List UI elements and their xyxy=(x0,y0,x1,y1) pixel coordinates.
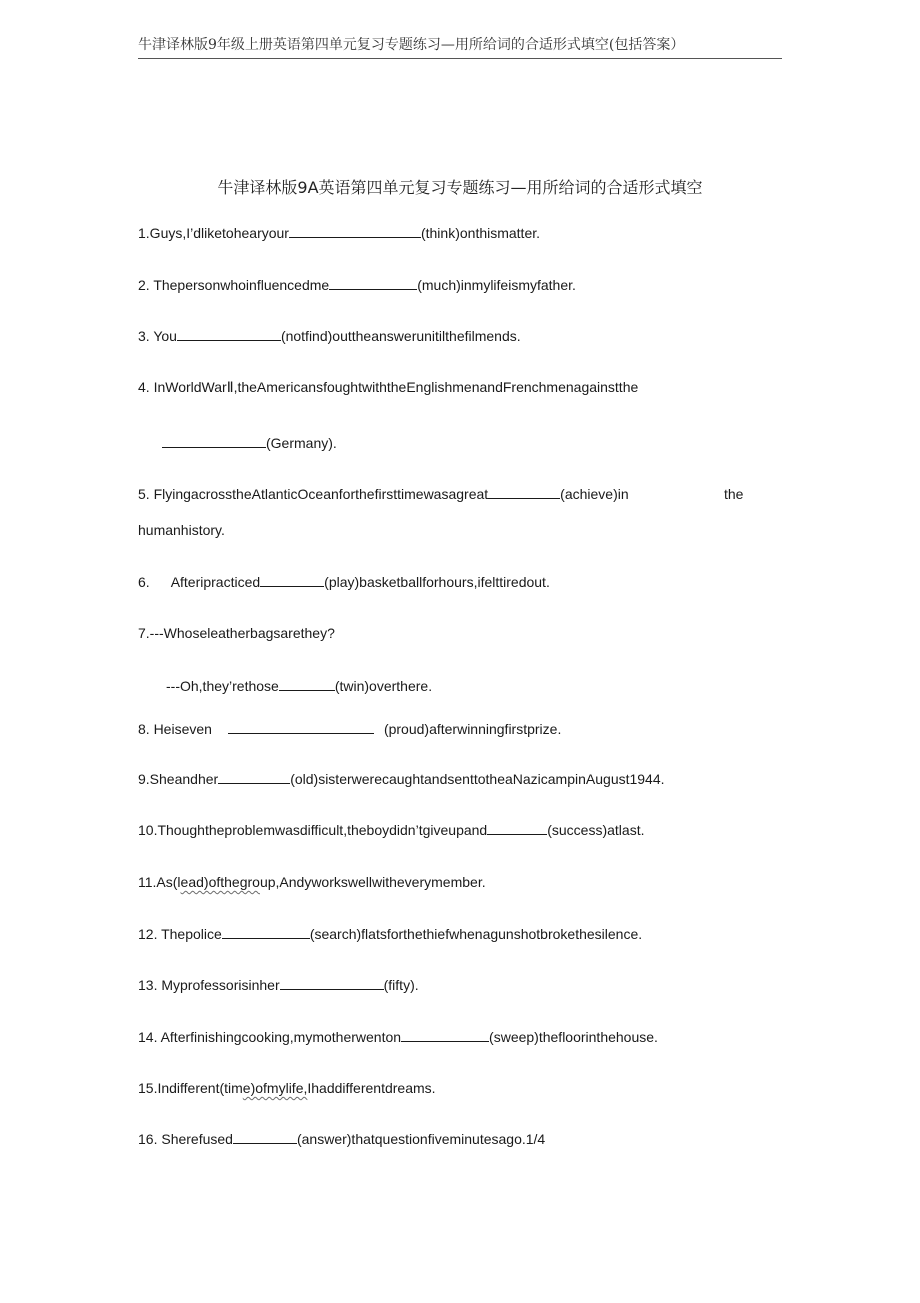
question-12-hint: (search)flatsforthethiefwhenagunshotbrokethesilence. xyxy=(309,926,643,942)
question-2 xyxy=(138,276,576,294)
question-5-continuation: humanhistory. xyxy=(138,522,225,538)
question-14-blank[interactable] xyxy=(401,1028,489,1042)
question-12 xyxy=(138,925,642,943)
document-title: 牛津译林版9A英语第四单元复习专题练习—用所给词的合适形式填空 xyxy=(217,178,703,197)
question-1-hint: (think)onthismatter. xyxy=(420,225,541,241)
question-10 xyxy=(138,821,644,839)
question-5-end-word: the xyxy=(724,486,744,502)
question-7-text: 7.---Whoseleatherbagsarethey? xyxy=(138,625,335,641)
question-8-blank[interactable] xyxy=(228,720,374,734)
question-1-text: 1.Guys,I’dliketohearyour xyxy=(138,225,289,241)
question-10-hint: (success)atlast. xyxy=(547,822,645,838)
question-3-hint: (notfind)outtheanswerunitilthefilmends. xyxy=(280,328,521,344)
question-14 xyxy=(138,1028,658,1046)
question-7-line-2 xyxy=(166,677,432,695)
question-1 xyxy=(138,224,540,242)
question-11-text-end: up,Andyworkswellwitheverymember. xyxy=(259,874,486,890)
question-16-text: 16. Sherefused xyxy=(138,1131,233,1147)
question-5-text: 5. FlyingacrosstheAtlanticOceanforthefirsttimewasagreat xyxy=(138,486,489,502)
question-2-hint: (much)inmylifeismyfather. xyxy=(417,277,576,293)
running-header: 牛津译林版9年级上册英语第四单元复习专题练习—用所给词的合适形式填空(包括答案） xyxy=(138,37,685,53)
question-13-text: 13. Myprofessorisinher xyxy=(138,977,280,993)
question-4-line-2 xyxy=(162,434,337,452)
question-13-hint: (fifty). xyxy=(383,977,419,993)
question-5-line-end xyxy=(724,485,743,503)
question-5-blank[interactable] xyxy=(488,485,560,499)
question-5-line-2 xyxy=(138,521,225,539)
question-3-blank[interactable] xyxy=(177,327,281,341)
question-3 xyxy=(138,327,521,345)
question-4-line-1 xyxy=(138,378,638,396)
question-2-text: 2. Thepersonwhoinfluencedme xyxy=(138,277,330,293)
question-7-hint: (twin)overthere. xyxy=(334,678,433,694)
question-8 xyxy=(138,720,561,738)
question-6-blank[interactable] xyxy=(260,573,324,587)
question-3-text: 3. You xyxy=(138,328,177,344)
question-10-blank[interactable] xyxy=(487,821,547,835)
question-6-number: 6. xyxy=(138,574,150,590)
question-9 xyxy=(138,770,665,788)
question-12-blank[interactable] xyxy=(222,925,310,939)
question-12-text: 12. Thepolice xyxy=(138,926,222,942)
question-7-line-1 xyxy=(138,624,335,642)
question-11-text: 11.As(l xyxy=(138,874,181,890)
question-7-blank[interactable] xyxy=(279,677,335,691)
question-14-text: 14. Afterfinishingcooking,mymotherwenton xyxy=(138,1029,402,1045)
question-8-text: 8. Heiseven xyxy=(138,721,212,737)
question-16-blank[interactable] xyxy=(233,1130,297,1144)
question-9-blank[interactable] xyxy=(218,770,290,784)
question-6-text: Afteripracticed xyxy=(170,574,261,590)
question-4-blank[interactable] xyxy=(162,434,266,448)
question-6 xyxy=(138,573,550,591)
question-4-text: 4. InWorldWarⅡ,theAmericansfoughtwiththeEnglishmenandFrenchmenagainstthe xyxy=(138,379,639,395)
question-11-underlined-text: ead)ofthegro xyxy=(180,874,260,890)
question-8-hint: (proud)afterwinningfirstprize. xyxy=(383,721,562,737)
question-13-blank[interactable] xyxy=(280,976,384,990)
question-15 xyxy=(138,1079,436,1097)
question-11 xyxy=(138,873,486,891)
question-1-blank[interactable] xyxy=(289,224,421,238)
question-2-blank[interactable] xyxy=(329,276,417,290)
question-10-text: 10.Thoughtheproblemwasdifficult,theboydidn’tgiveupand xyxy=(138,822,488,838)
question-4-hint: (Germany). xyxy=(266,435,337,451)
question-13 xyxy=(138,976,419,994)
question-5-line-1 xyxy=(138,485,629,503)
question-15-text: 15.Indifferent(tim xyxy=(138,1080,243,1096)
question-16-hint: (answer)thatquestionfiveminutesago.1/4 xyxy=(296,1131,546,1147)
question-9-text: 9.Sheandher xyxy=(138,771,219,787)
question-7-response: ---Oh,they’rethose xyxy=(166,678,279,694)
question-9-hint: (old)sisterwerecaughtandsenttotheaNazicampinAugust1944. xyxy=(290,771,665,787)
question-5-hint: (achieve)in xyxy=(560,486,629,502)
question-6-hint: (play)basketballforhours,ifelttiredout. xyxy=(324,574,550,590)
question-15-underlined-text: e)ofmylife, xyxy=(242,1080,308,1096)
question-15-text-end: Ihaddifferentdreams. xyxy=(307,1080,436,1096)
question-14-hint: (sweep)thefloorinthehouse. xyxy=(489,1029,658,1045)
header-divider xyxy=(138,58,782,59)
question-16 xyxy=(138,1130,545,1148)
